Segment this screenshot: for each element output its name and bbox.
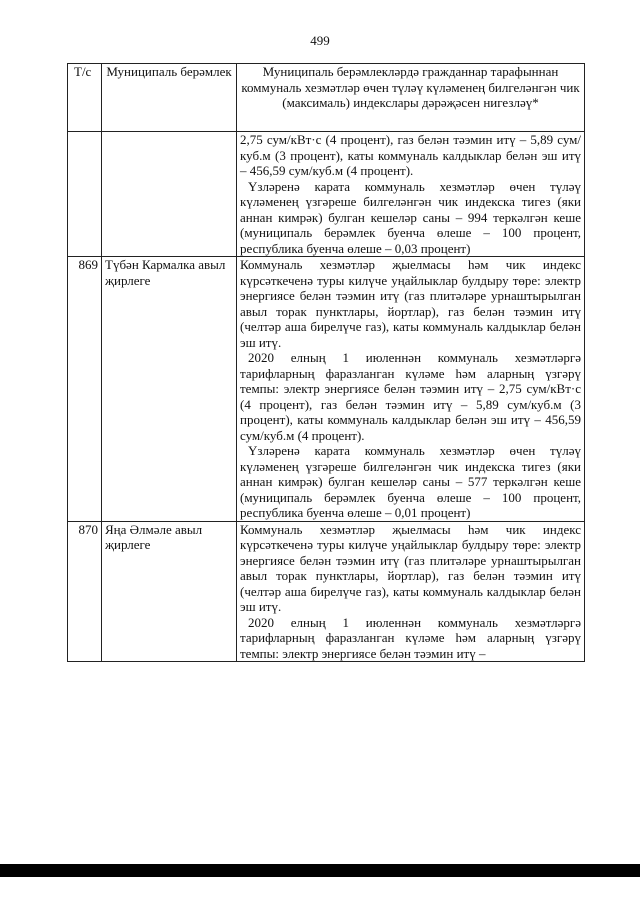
row-municipality <box>102 132 237 257</box>
row-municipality: Яңа Әлмәле авыл җирлеге <box>102 521 237 662</box>
row-paragraph: Коммуналь хезмәтләр җыелмасы һәм чик индекс күрсәткеченә туры килүче уңайлыклар булдыру төре: электр энергиясе белән тәэмин итү (газ плитәләре урнаштырылган авыл торак пунктлары, йортлар), газ белән тәэмин итү (челтәр аша бирелүче газ), каты коммуналь калдыклар белән эш итү. <box>240 521 581 614</box>
header-index: Муниципаль берәмлекләрдә гражданнар тарафыннан коммуналь хезмәтләр өчен түләү күләменең билгеләнгән чик (максималь) индекслары дәрәҗәсен нигезләү* <box>237 64 585 132</box>
row-municipality: Түбән Кармалка авыл җирлеге <box>102 257 237 522</box>
row-paragraph: 2020 елның 1 июленнән коммуналь хезмәтләргә тарифларның фаразланган күләме һәм аларның үзгәрү темпы: электр энергиясе белән тәэмин итү – 2,75 сум/кВт·с (4 процент), газ белән тәэмин итү – 5,89 сум/куб.м (3 процент), каты коммуналь калдыклар белән эш итү – 456,59 сум/куб.м (4 процент). <box>240 350 581 443</box>
header-number: Т/с <box>68 64 102 132</box>
row-number <box>68 132 102 257</box>
scan-edge-bar <box>0 864 640 877</box>
table-header-row <box>68 64 585 132</box>
row-paragraph: Коммуналь хезмәтләр җыелмасы һәм чик индекс күрсәткеченә туры килүче уңайлыклар булдыру төре: электр энергиясе белән тәэмин итү (газ плитәләре урнаштырылган авыл торак пунктлары, йортлар), газ белән тәэмин итү (челтәр аша бирелүче газ), каты коммуналь калдыклар белән эш итү. <box>240 257 581 350</box>
row-number: 869 <box>68 257 102 522</box>
row-description <box>237 521 585 662</box>
row-paragraph: 2,75 сум/кВт·с (4 процент), газ белән тәэмин итү – 5,89 сум/куб.м (3 процент), каты коммуналь калдыклар белән эш итү – 456,59 сум/куб.м (4 процент). <box>240 132 581 178</box>
table-row <box>68 257 585 522</box>
row-paragraph: Үзләренә карата коммуналь хезмәтләр өчен түләү күләменең үзгәреше билгеләнгән чик индекска тигез (яки аннан кимрәк) булган кешеләр саны – 994 теркәлгән кеше (муниципаль берәмлек буенча өлеше – 100 процент, республика буенча өлеше – 0,03 процент) <box>240 178 581 256</box>
tariff-table <box>67 63 585 662</box>
row-description <box>237 257 585 522</box>
table-row <box>68 132 585 257</box>
row-description <box>237 132 585 257</box>
row-number: 870 <box>68 521 102 662</box>
row-paragraph: Үзләренә карата коммуналь хезмәтләр өчен түләү күләменең үзгәреше билгеләнгән чик индекска тигез (яки аннан кимрәк) булган кешеләр саны – 577 теркәлгән кеше (муниципаль берәмлек буенча өлеше – 100 процент, республика буенча өлеше – 0,01 процент) <box>240 443 581 520</box>
page-number: 499 <box>310 33 330 48</box>
table-row <box>68 521 585 662</box>
row-paragraph: 2020 елның 1 июленнән коммуналь хезмәтләргә тарифларның фаразланган күләме һәм аларның үзгәрү темпы: электр энергиясе белән тәэмин итү – <box>240 614 581 661</box>
header-municipality: Муниципаль берәмлек <box>102 64 237 132</box>
